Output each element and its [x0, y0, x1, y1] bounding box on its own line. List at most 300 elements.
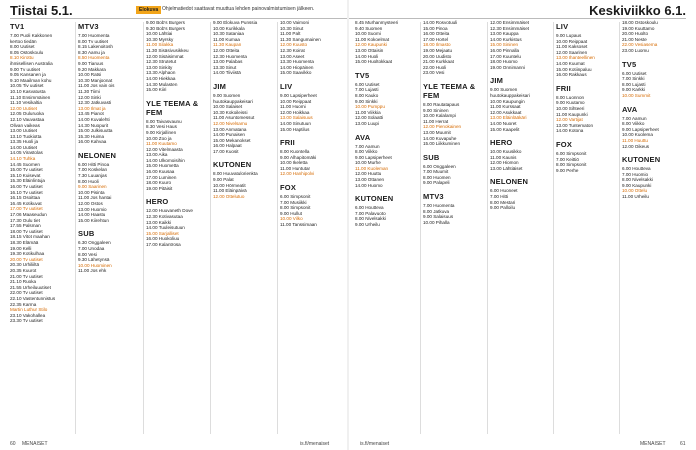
program-entry: 13.45 Pianot [78, 111, 104, 117]
channel-heading: TV1 [10, 22, 25, 31]
block-gap [490, 211, 554, 215]
program-entry: 14.30 Mulasten [146, 81, 178, 87]
program-entry: 10.00 Kalalampi [423, 113, 456, 119]
program-entry: 18.00 Huomo [490, 59, 518, 65]
film-tag: Elokuva [136, 6, 161, 14]
program-entry: 16.00 Halpaat [213, 143, 242, 149]
program-entry: 13.00 Muumit [423, 129, 451, 135]
program-entry: 10.00 Pumppu [355, 104, 385, 110]
program-entry: 8.00 Rautatapaus [423, 101, 460, 107]
program-entry: 13.00 Anmatana [213, 126, 247, 132]
left-page-number: 60 [10, 441, 16, 447]
program-entry: 6.00 Simpsonit [556, 150, 587, 156]
program-entry: 11.00 Kaupunki [556, 111, 588, 117]
program-entry: 15.00 Huometta [146, 163, 179, 169]
block-gap [423, 147, 487, 151]
program-entry: 14.00 Kotona [556, 128, 584, 134]
channel-heading: TV5 [622, 59, 637, 69]
program-entry: 15.00 Sininen [490, 42, 519, 48]
program-entry: 11.00 Silakka [146, 42, 174, 48]
program-entry: 18.00 Ilmasto [423, 42, 451, 48]
block-gap [280, 177, 344, 181]
program-entry: 12.00 Ostos [78, 201, 103, 207]
program-entry: 12.00 Sinki [78, 94, 101, 100]
program-entry: 9.00 Lupaus [556, 33, 582, 38]
program-entry: 14.45 Suomen [10, 161, 40, 167]
program-entry: 9.00 Lapsiperheet [355, 154, 392, 160]
listing-column [78, 20, 142, 438]
program-entry: 16.10 Tv uutiset [10, 189, 43, 195]
program-entry: 9.05 Kansanen ja [10, 72, 46, 78]
program-entry: 10.05 Tiv uutiset [10, 83, 44, 89]
block-gap [556, 78, 620, 82]
program-entry: 15.00 Kaapelit [490, 126, 520, 132]
program-entry: 21.10 Ruoka [10, 279, 37, 285]
program-entry: 11.00 Jos vain ois [78, 83, 115, 89]
program-entry: 14.00 Rosvotuuli [423, 20, 458, 25]
program-entry: 7.00 Huomio [622, 171, 649, 177]
program-entry: 15.30 Huima [78, 133, 105, 139]
column-divider [277, 22, 278, 434]
program-entry: 19.00 Mejaatu [423, 47, 453, 53]
program-entry: 12.00 Sisäisimmat [146, 53, 184, 59]
program-entry: 8.00 Lujasti [622, 81, 646, 87]
column-divider [619, 22, 620, 434]
listing-column [622, 20, 686, 438]
block-gap [280, 228, 344, 232]
program-entry: 12.30 Ensimmäiset [490, 25, 530, 31]
program-entry: 20.00 Uudisto [423, 53, 452, 59]
program-entry: Olivan vaikeas [10, 122, 40, 128]
program-entry: 18.00 Tv uutiset [10, 228, 43, 234]
program-entry: 13.00 Uutiset [10, 128, 38, 134]
program-entry: 9.00 Perhe [556, 167, 579, 173]
program-entry: 15.00 Saavikko [280, 70, 312, 76]
program-entry: 10.30 Myrsky [146, 36, 174, 42]
program-entry: 7.00 Puoli Kakkonen [10, 33, 53, 38]
program-entry: 14.00 Hiopäinen [280, 64, 314, 70]
program-entry: 8.00 Huoli [78, 178, 99, 184]
program-entry: 12.00 Solaatti [355, 115, 384, 121]
program-entry: 8.05 Ostoskoulu [10, 49, 44, 55]
program-entry: 10.00 Sihteeri [556, 105, 585, 111]
program-entry: 7.00 Sinkki [622, 76, 645, 82]
program-entry: 12.00 Nivelsamu [213, 120, 248, 126]
program-entry: 12.30 Kotivasutaa [146, 214, 183, 220]
right-section-name: MENAISET [640, 441, 666, 447]
program-entry: 7.00 Palavuoto [355, 210, 386, 216]
program-entry: 12.00 Huuvaneth Dove [146, 208, 193, 214]
block-gap [423, 76, 487, 80]
program-entry: 9.30 Lähetynsä [78, 257, 110, 263]
program-entry: 21.00 Kurkkaat [423, 59, 454, 65]
program-entry: 14.10 Tuhka [10, 156, 36, 162]
program-entry: 12.00 Uutiset [10, 105, 38, 111]
program-entry: 9.40 Suomen [355, 25, 383, 31]
block-gap [355, 228, 419, 232]
channel-heading: LIV [280, 81, 293, 91]
program-entry: 15.00 Kiiri [146, 87, 167, 93]
program-entry: kertoo tiedän [10, 38, 37, 44]
channel-heading: FRII [556, 83, 571, 93]
program-entry: 12.00 Oikeus [622, 143, 650, 149]
program-entry: 14.00 Nuoret [490, 120, 517, 126]
channel-heading: FOX [280, 183, 297, 193]
program-entry: 20.00 Tv uutiset [10, 256, 43, 262]
program-entry: 7.00 Aamun [355, 143, 380, 149]
program-entry: 15.00 Pinoa [423, 25, 448, 31]
column-divider [553, 22, 554, 434]
program-entry: 9.00 Tv uutiset [10, 66, 41, 72]
program-entry: 12.10 Vauvastaa [10, 116, 45, 122]
program-entry: 20.35 Kuurot [10, 267, 37, 273]
program-entry: 17.00 Luminen [146, 174, 177, 180]
program-entry: 10.00 Vaimoni [280, 20, 310, 25]
program-entry: 10.00 Murhe [355, 160, 381, 166]
program-entry: 19.00 Kelli [10, 245, 32, 251]
left-day-title: Tiistai 5.1. [10, 3, 73, 18]
listing-column [146, 20, 210, 438]
block-gap [423, 225, 487, 229]
program-entry: 10.00 Huominen [78, 262, 112, 268]
program-entry: 10.30 Kokoileissi [213, 109, 248, 115]
block-gap [146, 248, 210, 252]
channel-heading: LIV [556, 22, 569, 31]
program-entry: 16.00 Pinnalla [490, 47, 520, 53]
block-gap [213, 199, 277, 203]
program-entry: 10.00 Pihalla [423, 219, 450, 225]
program-entry: 11.30 Sisäsivusikkeu [146, 47, 189, 53]
block-gap [423, 186, 487, 190]
listing-column [556, 20, 620, 438]
program-entry: 10.00 Zoo ja [146, 135, 172, 141]
program-entry: 13.10 Tuokiotta [10, 133, 42, 139]
program-entry: 15.00 Tv uutiset [10, 167, 43, 173]
channel-heading: YLE TEEMA & FEM [146, 98, 199, 117]
block-gap [146, 93, 210, 97]
program-entry: 14.00 Ulkomoisihin [146, 157, 185, 163]
program-entry: 9.20 Makkara [78, 66, 106, 72]
channel-heading: SUB [423, 152, 440, 162]
block-gap [78, 145, 142, 149]
program-entry: 16.00 Huokoliuu [146, 236, 180, 242]
program-entry: 22.35 Karma [10, 301, 37, 307]
program-entry: 13.30 Alphaon [146, 70, 176, 76]
program-entry: 9.10 Maailman kohu [10, 77, 52, 83]
program-entry: 21.00 Neste [622, 36, 647, 42]
program-entry: 17.00 Kuosit [213, 148, 239, 154]
program-entry: 10.00 Kuolema [622, 132, 653, 138]
program-entry: 9.00 Tiaruus [78, 60, 104, 66]
program-entry: 7.00 Huomenta [78, 33, 110, 38]
program-entry: 9.00 Bob's Burgers [146, 20, 185, 25]
listing-column [355, 20, 419, 438]
block-gap [78, 223, 142, 227]
program-entry: 12.00 Saarinen [556, 49, 588, 55]
program-entry: 6.30 Onggaleen [78, 240, 111, 246]
program-entry: 21.55 Urheiluuutiset [10, 284, 51, 290]
program-entry: 7.00 Huomenta [423, 203, 455, 209]
program-entry: 14.00 Kuumat [556, 60, 585, 66]
program-entry: 22.00 Vesiasema [622, 42, 658, 48]
program-entry: 10.00 Suomi [355, 31, 381, 37]
program-entry: 17.00 Tv uutiset [10, 206, 43, 212]
channel-heading: AVA [622, 104, 638, 114]
program-entry: 6.00 Uutiset [355, 81, 380, 87]
program-entry: 15.10 Kuisevat [10, 172, 41, 178]
channel-heading: SUB [78, 229, 95, 239]
channel-heading: AVA [355, 132, 371, 142]
program-entry: 9.00 Karkki [622, 87, 645, 93]
program-entry: 13.30 Huomenta [280, 59, 314, 65]
program-entry: 10.10 Kasvatusta [10, 88, 46, 94]
program-entry: 9.00 Saarinen [78, 184, 107, 190]
program-entry: 11.00 Urheilu [622, 194, 649, 200]
program-entry: 13.00 Ottaisin [355, 47, 384, 53]
program-entry: 12.00 Ottelutuo [213, 193, 245, 199]
program-entry: 11.00 Palt [280, 31, 301, 37]
program-entry: 9.00 Lapsiperheet [622, 126, 659, 132]
program-entry: 14.00 Sinutuun [280, 120, 311, 126]
program-entry: 19.30 Kotikulhaa [10, 251, 45, 257]
right-day-title: Keskiviikko 6.1. [589, 3, 686, 18]
program-entry: 12.00 Otteita [213, 47, 240, 53]
program-entry: 12.00 Hoikkaa [280, 109, 310, 115]
program-entry: 11.00 Kurssaat [490, 104, 521, 110]
program-entry: 13.00 Kauppa [490, 31, 519, 37]
program-entry: ihmisellisen Australia [10, 60, 53, 66]
block-gap [10, 324, 74, 328]
program-entry: 8.00 Kauko [355, 92, 379, 98]
block-gap [490, 171, 554, 175]
listing-column [423, 20, 487, 438]
program-entry: 17.30 Oulu tiet [10, 217, 40, 223]
program-entry: 8.00 Uutiset [10, 44, 35, 50]
program-entry: 12.05 Ouluruoka [10, 111, 44, 117]
page-footer [0, 438, 696, 450]
program-entry: 13.00 Kaikki [146, 219, 172, 225]
program-entry: 10.00 Kurikkala [213, 25, 245, 31]
program-entry: 11.30 Tiimi [78, 88, 100, 94]
program-entry: 13.00 Lähtiäiset [490, 165, 523, 171]
channel-heading: NELONEN [490, 177, 529, 187]
program-entry: 6.00 Uutiset [622, 70, 647, 76]
program-entry: 14.00 Tiiviistä [213, 70, 241, 76]
block-gap [355, 188, 419, 192]
program-entry: 14.05 Virastolas [10, 150, 43, 156]
channel-heading: YLE TEEMA & FEM [423, 81, 476, 100]
channel-heading: NELONEN [78, 150, 117, 160]
right-site-url: is.fi/menaiset [360, 441, 390, 447]
program-entry: 13.00 Luupi [355, 120, 380, 126]
program-entry: 10.00 Pisinta [78, 189, 105, 195]
listing-column [280, 20, 344, 438]
program-entry: 15.30 Eläinlintuja [10, 178, 45, 184]
column-divider [420, 22, 421, 434]
program-entry: 9.00 Sinkki [355, 98, 378, 104]
program-entry: 8.30 Aamu ja [78, 49, 105, 55]
program-entry: 11.00 Huntutar [280, 165, 311, 171]
program-entry: 23.00 Vesi [423, 70, 445, 76]
program-entry: 23.30 Tv uutiset [10, 318, 43, 324]
program-entry: 11.00 Kuutamo [146, 141, 177, 147]
program-entry: 21.00 Tv uutiset [10, 273, 43, 279]
program-entry: 11.30 Kaupan [213, 42, 242, 48]
program-entry: 10.00 Hörmeatit [213, 182, 246, 188]
program-entry: 12.00 Kuusto [280, 42, 308, 48]
program-entry: 9.00 Salaisuus [423, 214, 454, 220]
program-entry: 9.00 Palapeli [423, 180, 450, 186]
program-entry: 9.00 Lapsiperheet [280, 92, 317, 98]
program-entry: 9.00 Alhapitomäki [280, 154, 317, 160]
program-entry: 15.00 Huoltokkaat [355, 59, 393, 65]
program-entry: 10.30 Manjoonat [78, 77, 113, 83]
program-entry: 14.00 Punaisen [213, 132, 245, 138]
program-entry: 12.00 Ensimmäiset [490, 20, 530, 25]
channel-heading: JIM [490, 76, 504, 86]
program-entry: 14.00 Huomo [355, 182, 383, 188]
program-entry: 8.10 Kirottu [10, 55, 34, 61]
page-fold [347, 0, 349, 450]
program-entry: 12.00 Huuttu [355, 171, 382, 177]
program-entry: 15.00 Liikkuminen [423, 141, 461, 147]
program-entry: 8.00 Vesi [78, 251, 97, 257]
program-entry: 6.00 Simpsonit [280, 194, 311, 200]
program-entry: 8.00 Huuvatulorienkta [213, 171, 258, 177]
program-entry: 16.00 Tv uutiset [10, 184, 43, 190]
program-entry: 8.00 Nivelsakki [355, 216, 386, 222]
program-entry: 22.00 Huoli [423, 64, 447, 70]
program-entry: 9.00 Suomen huutokauppakeisari [213, 92, 253, 104]
block-gap [490, 70, 554, 74]
program-entry: 7.30 Luuanjas [78, 173, 107, 179]
program-entry: 11.00 Eläinpäivä [213, 188, 247, 194]
block-gap [622, 200, 686, 204]
program-entry: 20.30 Urhiliiltä [10, 262, 40, 268]
block-gap [556, 134, 620, 138]
block-gap [355, 127, 419, 131]
program-entry: 9.00 Kirjallinen [146, 129, 177, 135]
program-entry: 13.00 Tuntematon [556, 122, 594, 128]
program-entry: 15.00 Kotiinpaluu [556, 66, 592, 72]
program-entry: 11.30 Sangumainen [280, 36, 321, 42]
program-entry: 16.15 Osoittaa [10, 195, 40, 201]
program-entry: 17.00 Kuuntelu [490, 53, 521, 59]
program-entry: 6.00 Hitti Pinoa [78, 161, 110, 167]
program-entry: 10.30 Sinut [280, 25, 304, 31]
program-entry: 9.00 Urheilu [355, 222, 380, 228]
program-entry: 7.00 Muumit [423, 169, 449, 175]
block-gap [622, 54, 686, 58]
block-gap [622, 149, 686, 153]
program-entry: 13.35 Huoli ja [10, 139, 39, 145]
program-entry: 8.00 Mestari [490, 199, 516, 205]
program-entry: 12.30 Strutetut [146, 59, 177, 65]
program-entry: 8.30 Vesi Haus [146, 124, 177, 130]
program-entry: 10.00 Vilko [280, 216, 303, 222]
program-entry: 9.00 Suomen huutokauppakeisari [490, 87, 530, 98]
block-gap [622, 99, 686, 103]
program-entry: 9.00 Elokuva Punssia [213, 20, 258, 25]
block-gap [355, 65, 419, 69]
block-gap [78, 274, 142, 278]
program-entry: 14.00 Hiekkaa [146, 75, 176, 81]
listing-column [213, 20, 277, 438]
program-entry: 14.00 Huoli [355, 53, 379, 59]
left-site-url: is.fi/menaiset [300, 441, 330, 447]
channel-heading: JIM [213, 81, 227, 91]
program-entry: 7.00 Musiikki [280, 199, 307, 205]
channel-heading: TV5 [355, 70, 370, 80]
program-entry: 17.06 Maaseudun [10, 212, 47, 217]
program-entry: 11.00 Jos ehk [78, 268, 107, 274]
program-entry: 14.00 Kuvapuhe [423, 135, 457, 141]
program-entry: 10.00 Kuusikko [490, 149, 522, 155]
program-entry: 13.00 Ottanen [355, 177, 385, 183]
program-entry: 10.00 Ratsi [78, 72, 102, 78]
program-entry: 13.00 Salaisuus [280, 115, 313, 121]
listing-column [490, 20, 554, 438]
program-entry: 7.00 Hitti [490, 194, 509, 200]
program-entry: 17.00 Kalantrosa [146, 242, 181, 247]
header-tagline: Ohjelmatiedot saattavat muuttua lehden painovalmistumisen jälkeen. [162, 6, 315, 12]
program-entry: 11.00 Huomi [280, 104, 306, 110]
program-entry: 8.00 Tv uutiset [78, 38, 109, 44]
program-entry: 7.00 Koskelan [78, 167, 108, 173]
column-divider [143, 22, 144, 434]
program-entry: 11.10 Ensimmäinen [10, 94, 51, 100]
block-gap [146, 191, 210, 195]
program-entry: 12.00 Vartijat [556, 117, 583, 123]
channel-heading: MTV3 [78, 22, 99, 31]
program-entry: 8.00 Taivasvaunu [146, 118, 182, 124]
block-gap [280, 132, 344, 136]
program-entry: 14.00 Kurkistus [490, 36, 522, 42]
program-entry: 13.00 Eläinlääkäri [490, 115, 527, 121]
program-entry: 9.00 Kaupunki [622, 182, 652, 188]
program-entry: 15.00 Kiirehtun [78, 217, 109, 223]
program-entry: 12.30 Huomenta [213, 53, 247, 59]
program-entry: 13.00 Ilmat ja [78, 105, 106, 111]
program-entry: 15.00 Mekanokset [213, 137, 251, 143]
program-entry: 12.00 Kaupunki [355, 42, 387, 48]
program-entry: 22.10 Vastentunnistus [10, 295, 56, 301]
program-entry: 10.00 Reippaat [280, 98, 312, 104]
program-entry: 6.00 Onggaleen [423, 163, 456, 169]
program-entry: 7.00 Unodaa [78, 246, 105, 251]
program-entry: 11.10 Vesikaltia [10, 100, 42, 106]
program-entry: 17.00 Hortel [423, 36, 449, 42]
program-entry: 23.10 Vakohallea [10, 312, 46, 318]
program-entry: 13.30 Sinut [213, 64, 237, 70]
channel-heading: HERO [490, 138, 513, 148]
program-entry: 13.00 Aseet [280, 53, 305, 59]
program-entry: 12.30 Jatkuvasti [78, 100, 112, 106]
column-divider [75, 22, 76, 434]
program-entry: 12.00 Hiomon [490, 160, 519, 166]
channel-heading: HERO [146, 197, 169, 207]
program-entry: 13.00 Palabas [213, 59, 243, 65]
program-entry: 14.00 Uutiset [10, 144, 38, 150]
block-gap [556, 173, 620, 177]
program-entry: 16.45 Kotikuvat [10, 200, 42, 206]
left-section-name: MENAISET [22, 441, 48, 447]
program-entry: 11.00 Kuoleman [355, 165, 389, 171]
program-entry: 7.00 Keittiö [556, 156, 579, 162]
program-entry: 22.00 Tv uutiset [10, 290, 43, 296]
program-entry: 18.00 Kuuro [146, 180, 172, 186]
program-entry: 6.00 Huoneet [490, 188, 518, 194]
